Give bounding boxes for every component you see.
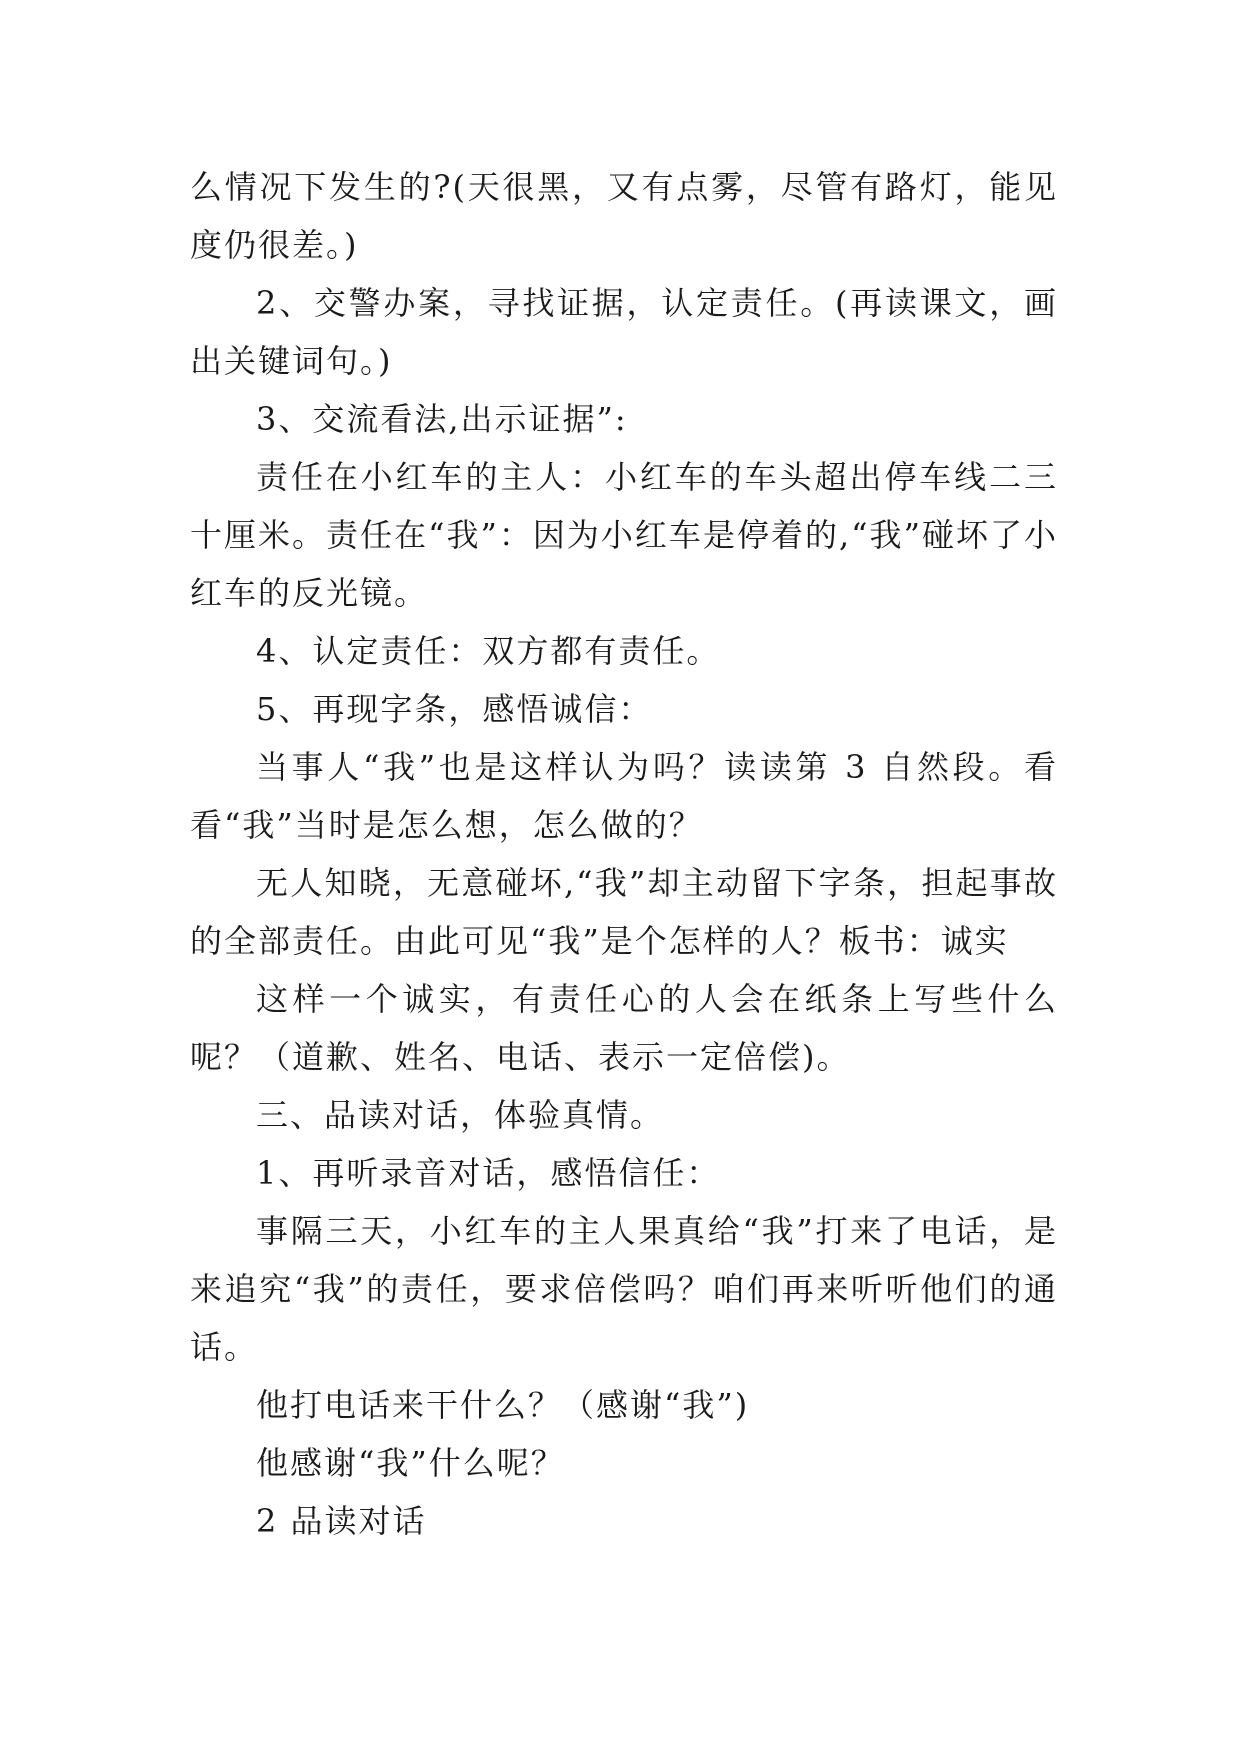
paragraph-7: 当事人“我”也是这样认为吗？读读第 3 自然段。看看“我”当时是怎么想，怎么做的？ (190, 748, 1058, 844)
paragraph-6: 5、再现字条，感悟诚信： (256, 690, 653, 728)
paragraph-1: 么情况下发生的?(天很黑，又有点雾，尽管有路灯，能见度仍很差。) (190, 168, 1058, 264)
paragraph-4: 责任在小红车的主人：小红车的车头超出停车线二三十厘米。责任在“我”：因为小红车是停着的,“我”碰坏了小红车的反光镜。 (190, 458, 1058, 612)
paragraph-14: 他感谢“我”什么呢？ (256, 1444, 565, 1482)
paragraph-12: 事隔三天，小红车的主人果真给“我”打来了电话，是来追究“我”的责任，要求倍偿吗？咱们再来听听他们的通话。 (190, 1212, 1058, 1366)
paragraph-8: 无人知晓，无意碰坏,“我”却主动留下字条，担起事故的全部责任。由此可见“我”是个怎样的人？板书：诚实 (190, 864, 1058, 960)
paragraph-13: 他打电话来干什么？（感谢“我”) (256, 1386, 750, 1424)
paragraph-5: 4、认定责任：双方都有责任。 (256, 632, 721, 670)
paragraph-2: 2、交警办案，寻找证据，认定责任。(再读课文，画出关键词句。) (190, 284, 1058, 380)
paragraph-3: 3、交流看法,出示证据”: (256, 400, 628, 438)
paragraph-15: 2 品读对话 (256, 1502, 427, 1540)
paragraph-10: 三、品读对话，体验真情。 (256, 1096, 665, 1134)
paragraph-9: 这样一个诚实，有责任心的人会在纸条上写些什么呢？（道歉、姓名、电话、表示一定倍偿)。 (190, 980, 1058, 1076)
paragraph-11: 1、再听录音对话，感悟信任： (256, 1154, 721, 1192)
document-body (190, 158, 1058, 1550)
